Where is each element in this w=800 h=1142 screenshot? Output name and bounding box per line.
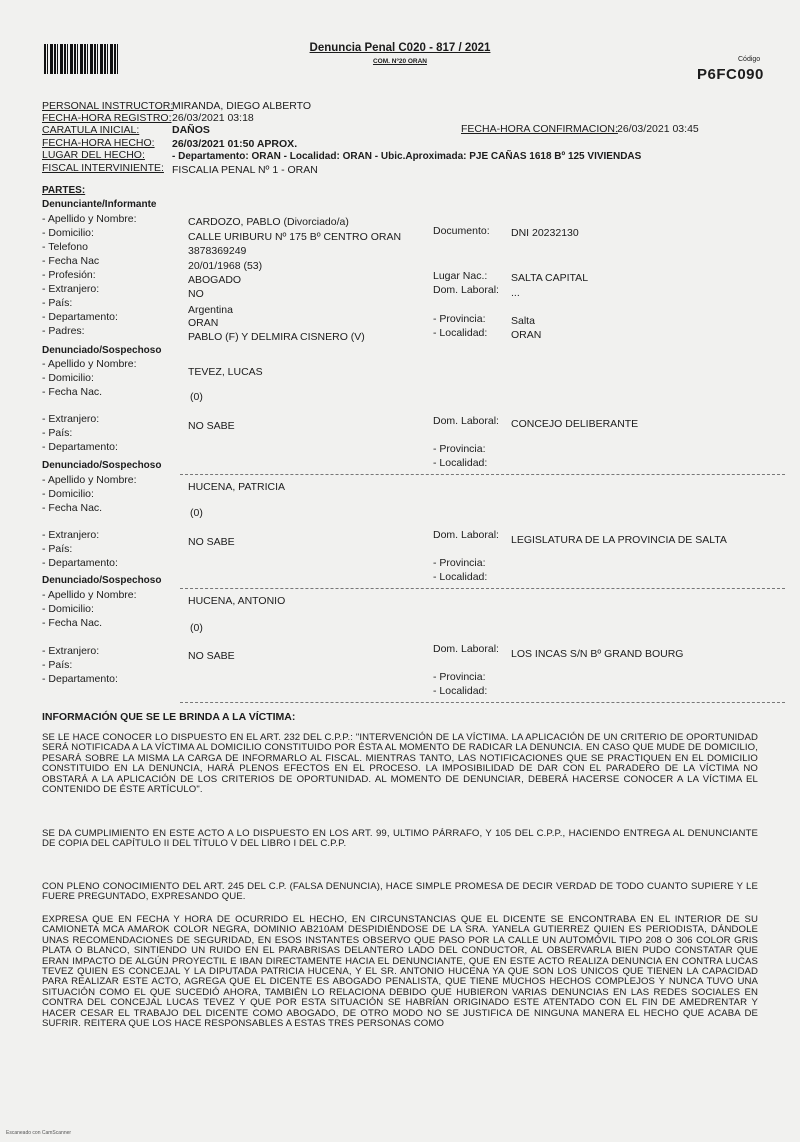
field-value: ORAN <box>188 317 219 329</box>
field-value: CALLE URIBURU Nº 175 Bº CENTRO ORAN <box>188 231 402 243</box>
field-value: (0) <box>190 391 203 403</box>
field-value: 3878369249 <box>188 245 247 257</box>
field-label: - Localidad: <box>433 685 488 697</box>
field-label: - Apellido y Nombre: <box>42 589 137 601</box>
field-label: - Provincia: <box>433 313 486 325</box>
fiscal-label: FISCAL INTERVINIENTE: <box>42 162 164 174</box>
caratula-value: DAÑOS <box>172 124 210 136</box>
field-value: ORAN <box>511 329 542 341</box>
hecho-label: FECHA-HORA HECHO: <box>42 137 155 149</box>
confirmacion-label: FECHA-HORA CONFIRMACION: <box>461 123 618 135</box>
field-label: - Extranjero: <box>42 645 100 657</box>
sospechoso-heading: Denunciado/Sospechoso <box>42 460 162 471</box>
field-value: CARDOZO, PABLO (Divorciado/a) <box>188 216 349 228</box>
sospechoso-heading: Denunciado/Sospechoso <box>42 345 162 356</box>
paragraph-art99: SE DA CUMPLIMIENTO EN ESTE ACTO A LO DISPUESTO EN LOS ART. 99, ULTIMO PÁRRAFO, Y 105 DEL C.P.P., HACIENDO ENTREGA AL DENUNCIANTE DE COPIA DEL CAPÍTULO II DEL TÍTULO V DEL LIBRO I DEL C.P.P. <box>42 828 758 850</box>
field-label: - Apellido y Nombre: <box>42 213 137 225</box>
field-label: - Domicilio: <box>42 372 94 384</box>
field-label: - Localidad: <box>433 327 488 339</box>
field-label: - Extranjero: <box>42 283 100 295</box>
paragraph-relato: EXPRESA QUE EN FECHA Y HORA DE OCURRIDO EL HECHO, EN CIRCUNSTANCIAS QUE EL DICENTE SE ENCONTRABA EN EL INTERIOR DE SU CAMIONETA MCA AMAROK COLOR NEGRA, DOMINIO AB210AM DESPIDIÉNDOSE DE LA SRA. YANELA GUTIERREZ QUIEN ES PERIODISTA, DÁNDOLE UNAS RECOMENDACIONES DE SEGURIDAD, EN ESOS INSTANTES OBSERVO QUE PASO POR LA CALLE UN AUTOMÓVIL TIPO 208 O 306 COLOR GRIS PLATA O BLANCO, SINTIENDO UN RUIDO EN EL PARABRISAS DELANTERO LADO DEL CONDUCTOR, AL OBSERVARLA BIEN PUDO CONSTATAR QUE ERAN IMPACTO DE ALGÚN PROYECTIL E IBAN DIRECTAMENTE HACIA EL DENUNCIANTE, QUE EN ESTE ACTO REALIZA DENUNCIA EN CONTRA LUCAS TEVEZ QUIEN ES CONCEJAL Y LA DIPUTADA PATRICIA HUCENA, Y EL SR. ANTONIO HUCENA YA QUE SON LOS UNICOS QUE TIENEN LA CAPACIDAD PARA REALIZAR ESTE ACTO, AGREGA QUE EL DICENTE ES ABOGADO PENALISTA, QUE TIENE MUCHOS HECHOS COMPLEJOS Y NUNCA TUVO UNA SITUACIÓN COMO EL QUE SUCEDIÓ AHORA, TAMBIÉN LO RELACIONA DEBIDO QUE HUBIERON VARIAS DENUNCIAS EN LAS REDES SOCIALES EN CONTRA DEL CONCEJAL LUCAS TEVEZ Y QUE POR ESTA SITUACIÓN SE HABRÍAN ORIGINADO ESTE ATENTADO CON EL FIN DE AMEDRENTAR Y HACER CESAR EL TRABAJO DEL DICENTE COMO ABOGADO, DE OTRO MODO NO SE JUSTIFICA DE NINGUNA MANERA EL HECHO QUE ACABA DE SUFRIR. REITERA QUE LOS HACE RESPONSABLES A ESTAS TRES PERSONAS COMO <box>42 914 758 1030</box>
field-label: - Departamento: <box>42 441 118 453</box>
field-value: NO SABE <box>188 650 235 662</box>
separator-line <box>180 588 785 589</box>
field-value: SALTA CAPITAL <box>511 272 589 284</box>
field-label: - País: <box>42 543 73 555</box>
personal-label: PERSONAL INSTRUCTOR: <box>42 100 174 112</box>
field-label: - Localidad: <box>433 571 488 583</box>
field-label: - Domicilio: <box>42 488 94 500</box>
field-value: LEGISLATURA DE LA PROVINCIA DE SALTA <box>511 534 727 546</box>
field-label: - Fecha Nac <box>42 255 100 267</box>
paragraph-art232: SE LE HACE CONOCER LO DISPUESTO EN EL ART. 232 DEL C.P.P.: "INTERVENCIÓN DE LA VÍCTIMA. LA APLICACIÓN DE UN CRITERIO DE OPORTUNIDAD SERÁ NOTIFICADA A LA VÍCTIMA AL DOMICILIO CONSTITUIDO POR ÉSTA AL MOMENTO DE RADICAR LA DENUNCIA. EN CASO QUE MUDE DE DOMICILIO, PESARÁ SOBRE LA MISMA LA CARGA DE INFORMARLO AL FISCAL. MIENTRAS TANTO, LAS NOTIFICACIONES QUE SE PRACTIQUEN EN EL DOMICILIO CONSTITUIDO EN LA DENUNCIA, HARÁ PLENOS EFECTOS EN EL PROCESO. LA IMPOSIBILIDAD DE DAR CON EL PARADERO DE LA VÍCTIMA NO OBSTARÁ A LA APLICACIÓN DE LOS CRITERIOS DE OPORTUNIDAD. AL MOMENTO DE DENUNCIAR, DEBERÁ HACERSE CONOCER A LA VÍCTIMA EL CONTENIDO DE ÉSTE ARTÍCULO". <box>42 732 758 796</box>
field-value: CONCEJO DELIBERANTE <box>511 418 639 430</box>
denunciante-heading: Denunciante/Informante <box>42 199 157 210</box>
lugar-label: LUGAR DEL HECHO: <box>42 149 145 161</box>
field-value: TEVEZ, LUCAS <box>188 366 263 378</box>
registro-label: FECHA-HORA REGISTRO: <box>42 112 172 124</box>
field-value: Argentina <box>188 304 233 316</box>
field-label: Dom. Laboral: <box>433 415 499 427</box>
field-label: - País: <box>42 427 73 439</box>
field-value: PABLO (F) Y DELMIRA CISNERO (V) <box>188 331 365 343</box>
field-label: - País: <box>42 297 73 309</box>
field-label: Dom. Laboral: <box>433 284 499 296</box>
field-label: - Profesión: <box>42 269 96 281</box>
field-label: - Fecha Nac. <box>42 502 103 514</box>
field-label: - Apellido y Nombre: <box>42 474 137 486</box>
field-label: - Departamento: <box>42 311 118 323</box>
partes-title: PARTES: <box>42 185 86 196</box>
field-label: - Localidad: <box>433 457 488 469</box>
field-value: DNI 20232130 <box>511 227 579 239</box>
field-value: ABOGADO <box>188 274 242 286</box>
document-subtitle: COM. Nº20 ORAN <box>372 58 428 65</box>
separator-line <box>180 702 785 703</box>
field-label: - Extranjero: <box>42 529 100 541</box>
field-label: - Provincia: <box>433 671 486 683</box>
field-label: - Departamento: <box>42 673 118 685</box>
codigo-value: P6FC090 <box>697 66 764 83</box>
field-label: - País: <box>42 659 73 671</box>
registro-value: 26/03/2021 03:18 <box>172 112 254 124</box>
caratula-label: CARATULA INICIAL: <box>42 124 140 136</box>
field-label: - Apellido y Nombre: <box>42 358 137 370</box>
field-value: LOS INCAS S/N Bº GRAND BOURG <box>511 648 684 660</box>
field-label: - Departamento: <box>42 557 118 569</box>
field-label: Dom. Laboral: <box>433 643 499 655</box>
sospechoso-heading: Denunciado/Sospechoso <box>42 575 162 586</box>
field-label: - Provincia: <box>433 557 486 569</box>
hecho-value: 26/03/2021 01:50 APROX. <box>172 138 298 150</box>
field-value: NO <box>188 288 204 300</box>
field-value: 20/01/1968 (53) <box>188 260 263 272</box>
field-value: HUCENA, PATRICIA <box>188 481 286 493</box>
field-label: Documento: <box>433 225 490 237</box>
codigo-label: Código <box>738 56 761 63</box>
field-label: Lugar Nac.: <box>433 270 488 282</box>
field-label: - Provincia: <box>433 443 486 455</box>
field-label: - Extranjero: <box>42 413 100 425</box>
lugar-value: - Departamento: ORAN - Localidad: ORAN - Ubic.Aproximada: PJE CAÑAS 1618 Bº 125 VIVIENDAS <box>172 151 642 162</box>
info-victima-heading: INFORMACIÓN QUE SE LE BRINDA A LA VÍCTIMA: <box>42 711 296 723</box>
field-label: - Domicilio: <box>42 227 94 239</box>
personal-value: MIRANDA, DIEGO ALBERTO <box>172 100 312 112</box>
field-value: ... <box>511 287 520 299</box>
field-label: - Fecha Nac. <box>42 386 103 398</box>
field-value: Salta <box>511 315 535 327</box>
separator-line <box>180 474 785 475</box>
document-title: Denuncia Penal C020 - 817 / 2021 <box>309 42 491 54</box>
field-label: - Domicilio: <box>42 603 94 615</box>
field-label: - Fecha Nac. <box>42 617 103 629</box>
confirmacion-value: 26/03/2021 03:45 <box>617 123 699 135</box>
field-value: (0) <box>190 622 203 634</box>
paragraph-falsa-denuncia: CON PLENO CONOCIMIENTO DEL ART. 245 DEL C.P. (FALSA DENUNCIA), HACE SIMPLE PROMESA DE DECIR VERDAD DE TODO CUANTO SUPIERE Y LE FUERE PREGUNTADO, EXPRESANDO QUE. <box>42 881 758 903</box>
scanner-watermark: Escaneado con CamScanner <box>6 1130 72 1136</box>
field-value: HUCENA, ANTONIO <box>188 595 286 607</box>
field-value: NO SABE <box>188 420 235 432</box>
fiscal-value: FISCALIA PENAL Nº 1 - ORAN <box>172 164 318 176</box>
field-label: Dom. Laboral: <box>433 529 499 541</box>
field-label: - Telefono <box>42 241 88 253</box>
field-label: - Padres: <box>42 325 85 337</box>
field-value: NO SABE <box>188 536 235 548</box>
field-value: (0) <box>190 507 203 519</box>
